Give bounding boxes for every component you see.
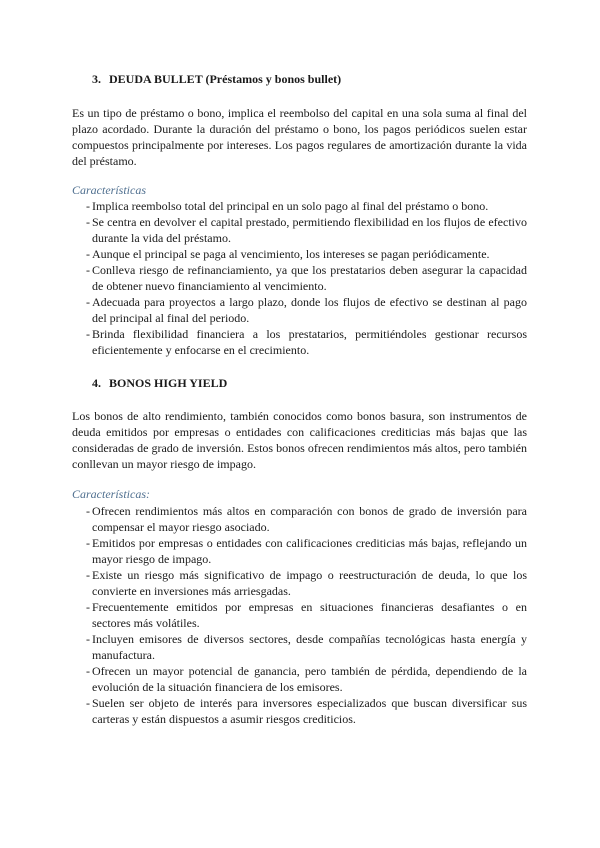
dash-bullet: - <box>86 247 90 261</box>
dash-bullet: - <box>86 327 90 341</box>
section-4-characteristics-label: Características: <box>72 487 150 501</box>
dash-bullet: - <box>86 215 90 229</box>
section-3-number: 3. <box>92 72 101 86</box>
list-item: - Adecuada para proyectos a largo plazo, donde los flujos de efectivo se destinan al pago del principal al final del periodo. <box>86 295 527 325</box>
dash-bullet: - <box>86 568 90 582</box>
section-4-paragraph: Los bonos de alto rendimiento, también conocidos como bonos basura, son instrumentos de deuda emitidos por empresas o entidades con calificaciones crediticias más bajas que las consideradas de grado de inversión. Estos bonos ofrecen rendimientos más altos, pero también conllevan un mayor riesgo de impago. <box>72 409 527 471</box>
list-item: - Brinda flexibilidad financiera a los prestatarios, permitiéndoles gestionar recursos eficientemente y enfocarse en el crecimiento. <box>86 327 527 357</box>
dash-bullet: - <box>86 504 90 518</box>
list-item: - Implica reembolso total del principal en un solo pago al final del préstamo o bono. <box>86 199 489 213</box>
list-item: - Aunque el principal se paga al vencimiento, los intereses se pagan periódicamente. <box>86 247 490 261</box>
list-item: - Conlleva riesgo de refinanciamiento, ya que los prestatarios deben asegurar la capacidad de obtener nuevo financiamiento al vencimiento. <box>86 263 527 293</box>
list-item: - Ofrecen un mayor potencial de ganancia, pero también de pérdida, dependiendo de la evolución de la situación financiera de los emisores. <box>86 664 527 694</box>
dash-bullet: - <box>86 664 90 678</box>
section-4-title: BONOS HIGH YIELD <box>109 376 228 390</box>
dash-bullet: - <box>86 696 90 710</box>
list-item: - Frecuentemente emitidos por empresas en situaciones financieras desafiantes o en sectores más volátiles. <box>86 600 527 630</box>
section-3-list <box>72 198 527 358</box>
section-4-heading <box>92 375 227 391</box>
dash-bullet: - <box>86 536 90 550</box>
section-4-list <box>72 503 527 727</box>
list-item: - Existe un riesgo más significativo de impago o reestructuración de deuda, lo que los convierte en inversiones más arriesgadas. <box>86 568 527 598</box>
list-item: - Ofrecen rendimientos más altos en comparación con bonos de grado de inversión para compensar el mayor riesgo asociado. <box>86 504 527 534</box>
list-item: - Emitidos por empresas o entidades con calificaciones crediticias más bajas, reflejando un mayor riesgo de impago. <box>86 536 527 566</box>
dash-bullet: - <box>86 632 90 646</box>
list-item: - Incluyen emisores de diversos sectores, desde compañías tecnológicas hasta energía y manufactura. <box>86 632 527 662</box>
section-3-paragraph: Es un tipo de préstamo o bono, implica el reembolso del capital en una sola suma al final del plazo acordado. Durante la duración del préstamo o bono, los pagos periódicos suelen estar compuestos principalmente por intereses. Los pagos regulares de amortización durante la vida del préstamo. <box>72 106 527 168</box>
dash-bullet: - <box>86 263 90 277</box>
list-item: - Se centra en devolver el capital prestado, permitiendo flexibilidad en los flujos de efectivo durante la vida del préstamo. <box>86 215 527 245</box>
section-3-characteristics-label: Características <box>72 183 146 197</box>
section-3-title: DEUDA BULLET (Préstamos y bonos bullet) <box>109 72 342 86</box>
section-3-heading <box>92 71 341 87</box>
dash-bullet: - <box>86 199 90 213</box>
dash-bullet: - <box>86 295 90 309</box>
dash-bullet: - <box>86 600 90 614</box>
list-item: - Suelen ser objeto de interés para inversores especializados que buscan diversificar sus carteras y están dispuestos a asumir riesgos crediticios. <box>86 696 527 726</box>
section-4-number: 4. <box>92 376 101 390</box>
